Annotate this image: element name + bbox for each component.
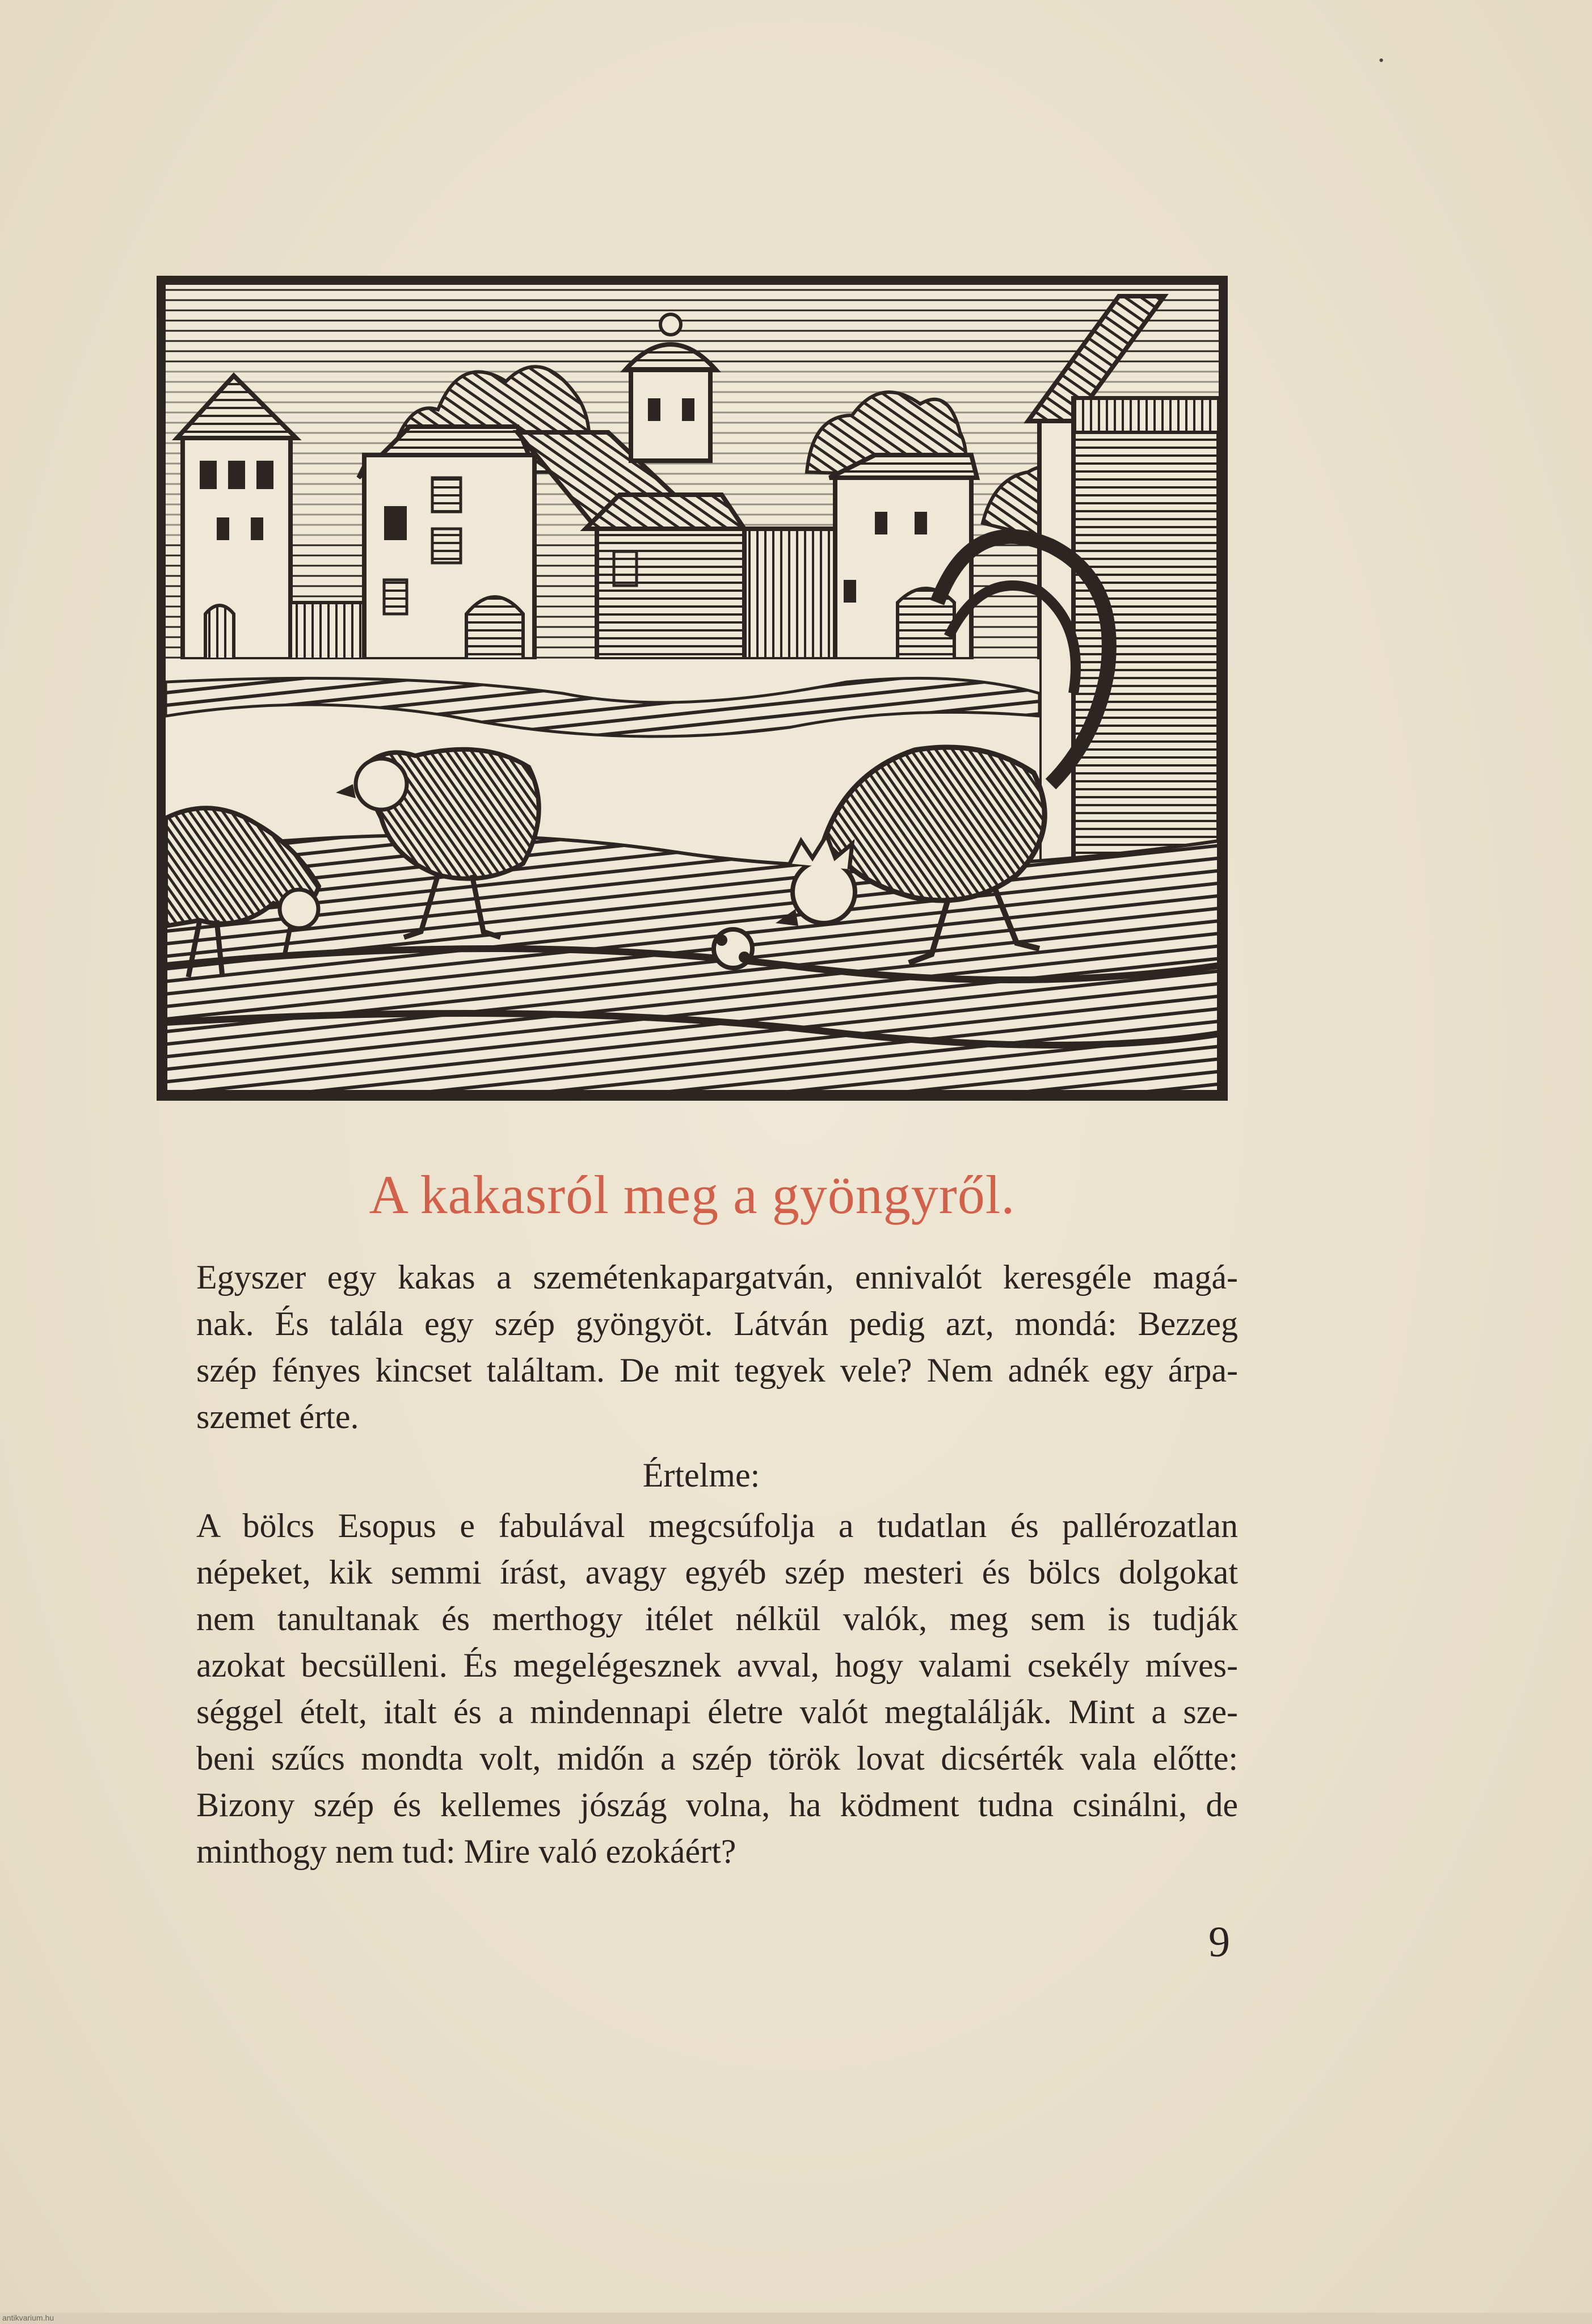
fable-line: nak. És talála egy szép gyöngyöt. Látván pedig azt, mondá: Bezzeg: [196, 1305, 1238, 1342]
footer-watermark: antikvarium.hu: [2, 2313, 54, 2322]
moral-line: minthogy nem tud: Mire való ezokáért?: [196, 1833, 736, 1870]
moral-line: A bölcs Esopus e fabulával megcsúfolja a tudatlan és pallérozatlan: [196, 1507, 1238, 1544]
moral-heading: Értelme:: [642, 1456, 760, 1494]
moral-line: népeket, kik semmi írást, avagy egyéb szép mesteri és bölcs dolgokat: [196, 1553, 1238, 1591]
moral-line: azokat becsülleni. És megelégesznek avval, hogy valami csekély míves-: [196, 1647, 1238, 1684]
page-title: A kakasról meg a gyöngyről.: [369, 1164, 1016, 1225]
paper-speck: •: [1379, 52, 1384, 69]
woodcut-image: [166, 285, 1219, 1092]
page-number: 9: [1208, 1918, 1230, 1966]
moral-line: nem tanultanak és merthogy itélet nélkül valók, meg sem is tudják: [196, 1600, 1238, 1637]
woodcut-illustration: [157, 276, 1228, 1101]
moral-line: Bizony szép és kellemes jószág volna, ha ködment tudna csinálni, de: [196, 1786, 1238, 1824]
fable-line: Egyszer egy kakas a szemétenkapargatván, ennivalót keresgéle magá-: [196, 1258, 1238, 1296]
moral-paragraph: [196, 1502, 1238, 1875]
footer-strip: [0, 2313, 1592, 2324]
fable-line: szemet érte.: [196, 1398, 359, 1435]
fable-paragraph: [196, 1254, 1238, 1440]
fable-line: szép fényes kincset találtam. De mit tegyek vele? Nem adnék egy árpa-: [196, 1352, 1238, 1389]
moral-line: séggel ételt, italt és a mindennapi életre valót megtalálják. Mint a sze-: [196, 1693, 1238, 1731]
moral-line: beni szűcs mondta volt, midőn a szép török lovat dicsérték vala előtte:: [196, 1740, 1238, 1777]
